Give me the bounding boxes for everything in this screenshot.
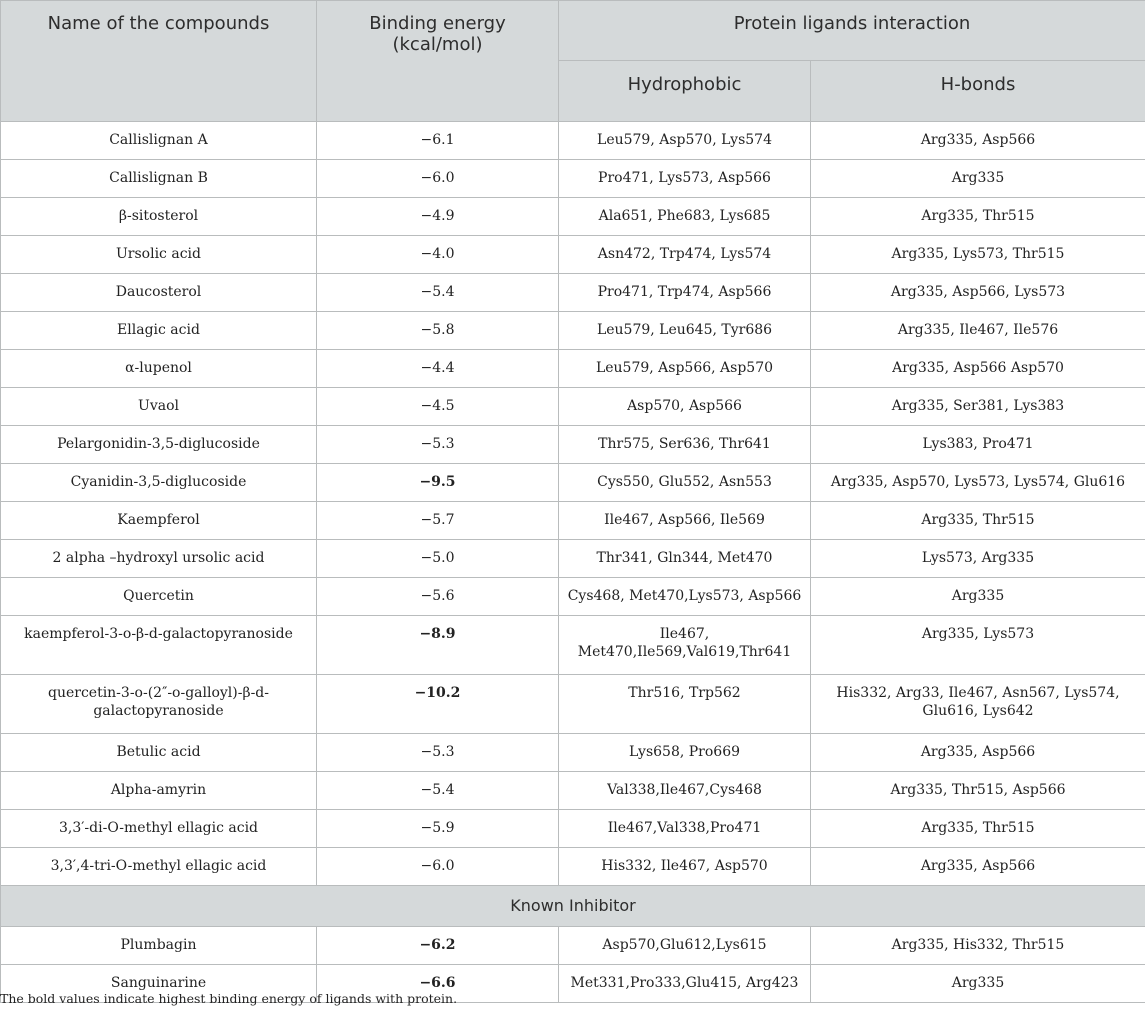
compound-name-cell: 2 alpha –hydroxyl ursolic acid bbox=[1, 540, 317, 578]
table-row bbox=[1, 350, 1145, 388]
hbonds-cell: Lys573, Arg335 bbox=[811, 540, 1145, 578]
hydrophobic-cell: Pro471, Lys573, Asp566 bbox=[559, 160, 811, 198]
binding-energy-cell: −5.4 bbox=[317, 274, 559, 312]
hbonds-cell: Arg335, Asp566 bbox=[811, 122, 1145, 160]
binding-energy-cell: −4.9 bbox=[317, 198, 559, 236]
header-compound-name: Name of the compounds bbox=[1, 1, 317, 122]
hydrophobic-cell: Val338,Ile467,Cys468 bbox=[559, 772, 811, 810]
table-row bbox=[1, 675, 1145, 734]
header-binding-energy-line2: (kcal/mol) bbox=[392, 34, 483, 55]
table-row bbox=[1, 464, 1145, 502]
table-row bbox=[1, 927, 1145, 965]
compound-name-cell: Ellagic acid bbox=[1, 312, 317, 350]
compound-name-cell: Cyanidin-3,5-diglucoside bbox=[1, 464, 317, 502]
hbonds-cell: Arg335 bbox=[811, 160, 1145, 198]
hydrophobic-cell: Thr516, Trp562 bbox=[559, 675, 811, 734]
binding-energy-cell: −5.0 bbox=[317, 540, 559, 578]
binding-energy-cell: −6.1 bbox=[317, 122, 559, 160]
hydrophobic-cell: Thr341, Gln344, Met470 bbox=[559, 540, 811, 578]
binding-energy-cell: −5.7 bbox=[317, 502, 559, 540]
hydrophobic-cell: Pro471, Trp474, Asp566 bbox=[559, 274, 811, 312]
section-label: Known Inhibitor bbox=[1, 886, 1145, 927]
binding-energy-cell: −4.5 bbox=[317, 388, 559, 426]
binding-energy-cell: −5.6 bbox=[317, 578, 559, 616]
compound-name-cell: Callislignan B bbox=[1, 160, 317, 198]
compound-name-cell: α-lupenol bbox=[1, 350, 317, 388]
table-row bbox=[1, 160, 1145, 198]
hydrophobic-cell: Met331,Pro333,Glu415, Arg423 bbox=[559, 965, 811, 1003]
hbonds-cell: Arg335 bbox=[811, 578, 1145, 616]
compound-name-cell: Alpha-amyrin bbox=[1, 772, 317, 810]
table-row bbox=[1, 274, 1145, 312]
hbonds-cell: Arg335, Thr515 bbox=[811, 198, 1145, 236]
binding-energy-cell: −10.2 bbox=[317, 675, 559, 734]
table-row bbox=[1, 810, 1145, 848]
binding-energy-cell: −8.9 bbox=[317, 616, 559, 675]
binding-energy-cell: −9.5 bbox=[317, 464, 559, 502]
hbonds-cell: Arg335, Ser381, Lys383 bbox=[811, 388, 1145, 426]
hydrophobic-cell: Leu579, Leu645, Tyr686 bbox=[559, 312, 811, 350]
compound-name-cell: Callislignan A bbox=[1, 122, 317, 160]
hbonds-cell: Arg335, His332, Thr515 bbox=[811, 927, 1145, 965]
hydrophobic-cell: Ile467,Val338,Pro471 bbox=[559, 810, 811, 848]
compound-name-cell: Daucosterol bbox=[1, 274, 317, 312]
header-binding-energy-line1: Binding energy bbox=[369, 13, 506, 34]
table-row bbox=[1, 734, 1145, 772]
header-hydrophobic: Hydrophobic bbox=[559, 61, 811, 122]
table-body bbox=[1, 122, 1145, 1003]
compound-name-cell: Uvaol bbox=[1, 388, 317, 426]
compound-name-cell: β-sitosterol bbox=[1, 198, 317, 236]
compound-name-cell: Betulic acid bbox=[1, 734, 317, 772]
binding-energy-cell: −6.6 bbox=[317, 965, 559, 1003]
hydrophobic-cell: His332, Ile467, Asp570 bbox=[559, 848, 811, 886]
hbonds-cell: Arg335, Thr515 bbox=[811, 502, 1145, 540]
binding-energy-cell: −6.0 bbox=[317, 160, 559, 198]
hydrophobic-cell: Ile467, Asp566, Ile569 bbox=[559, 502, 811, 540]
hbonds-cell: Arg335, Asp566 bbox=[811, 848, 1145, 886]
hbonds-cell: Arg335 bbox=[811, 965, 1145, 1003]
table-row bbox=[1, 502, 1145, 540]
hydrophobic-cell: Asp570, Asp566 bbox=[559, 388, 811, 426]
compound-name-cell: Pelargonidin-3,5-diglucoside bbox=[1, 426, 317, 464]
hbonds-cell: His332, Arg33, Ile467, Asn567, Lys574, Glu616, Lys642 bbox=[811, 675, 1145, 734]
hydrophobic-cell: Ile467, Met470,Ile569,Val619,Thr641 bbox=[559, 616, 811, 675]
table-row bbox=[1, 426, 1145, 464]
binding-energy-cell: −5.4 bbox=[317, 772, 559, 810]
table-row bbox=[1, 578, 1145, 616]
table-row bbox=[1, 772, 1145, 810]
hydrophobic-cell: Cys468, Met470,Lys573, Asp566 bbox=[559, 578, 811, 616]
hydrophobic-cell: Asn472, Trp474, Lys574 bbox=[559, 236, 811, 274]
table-row bbox=[1, 312, 1145, 350]
hbonds-cell: Arg335, Thr515, Asp566 bbox=[811, 772, 1145, 810]
table-row bbox=[1, 122, 1145, 160]
binding-energy-cell: −5.3 bbox=[317, 734, 559, 772]
hydrophobic-cell: Lys658, Pro669 bbox=[559, 734, 811, 772]
binding-energy-cell: −6.0 bbox=[317, 848, 559, 886]
hbonds-cell: Arg335, Asp566 bbox=[811, 734, 1145, 772]
compound-name-cell: Plumbagin bbox=[1, 927, 317, 965]
hbonds-cell: Arg335, Thr515 bbox=[811, 810, 1145, 848]
table-row bbox=[1, 236, 1145, 274]
compound-name-cell: 3,3′-di-O-methyl ellagic acid bbox=[1, 810, 317, 848]
binding-energy-cell: −6.2 bbox=[317, 927, 559, 965]
binding-energy-cell: −4.0 bbox=[317, 236, 559, 274]
table-row bbox=[1, 540, 1145, 578]
compound-name-cell: Quercetin bbox=[1, 578, 317, 616]
hbonds-cell: Arg335, Lys573, Thr515 bbox=[811, 236, 1145, 274]
binding-energy-cell: −4.4 bbox=[317, 350, 559, 388]
table-footnote: The bold values indicate highest binding energy of ligands with protein. bbox=[0, 991, 458, 1006]
compound-name-cell: Sanguinarine bbox=[1, 965, 317, 1003]
binding-energy-cell: −5.3 bbox=[317, 426, 559, 464]
table-row bbox=[1, 616, 1145, 675]
header-protein-ligand-interaction: Protein ligands interaction bbox=[559, 1, 1145, 61]
binding-energy-cell: −5.9 bbox=[317, 810, 559, 848]
hbonds-cell: Lys383, Pro471 bbox=[811, 426, 1145, 464]
hydrophobic-cell: Leu579, Asp566, Asp570 bbox=[559, 350, 811, 388]
hbonds-cell: Arg335, Asp570, Lys573, Lys574, Glu616 bbox=[811, 464, 1145, 502]
compound-name-cell: Ursolic acid bbox=[1, 236, 317, 274]
binding-energy-cell: −5.8 bbox=[317, 312, 559, 350]
section-row bbox=[1, 886, 1145, 927]
hydrophobic-cell: Leu579, Asp570, Lys574 bbox=[559, 122, 811, 160]
compound-name-cell: Kaempferol bbox=[1, 502, 317, 540]
table-row bbox=[1, 198, 1145, 236]
hydrophobic-cell: Thr575, Ser636, Thr641 bbox=[559, 426, 811, 464]
hydrophobic-cell: Asp570,Glu612,Lys615 bbox=[559, 927, 811, 965]
hydrophobic-cell: Cys550, Glu552, Asn553 bbox=[559, 464, 811, 502]
hydrophobic-cell: Ala651, Phe683, Lys685 bbox=[559, 198, 811, 236]
compound-name-cell: 3,3′,4-tri-O-methyl ellagic acid bbox=[1, 848, 317, 886]
hbonds-cell: Arg335, Asp566, Lys573 bbox=[811, 274, 1145, 312]
hbonds-cell: Arg335, Lys573 bbox=[811, 616, 1145, 675]
header-hbonds: H-bonds bbox=[811, 61, 1145, 122]
compound-name-cell: kaempferol-3-o-β-d-galactopyranoside bbox=[1, 616, 317, 675]
hbonds-cell: Arg335, Asp566 Asp570 bbox=[811, 350, 1145, 388]
header-binding-energy bbox=[317, 1, 559, 122]
compound-name-cell: quercetin-3-o-(2″-o-galloyl)-β-d-galactopyranoside bbox=[1, 675, 317, 734]
table-row bbox=[1, 388, 1145, 426]
table-row bbox=[1, 848, 1145, 886]
hbonds-cell: Arg335, Ile467, Ile576 bbox=[811, 312, 1145, 350]
